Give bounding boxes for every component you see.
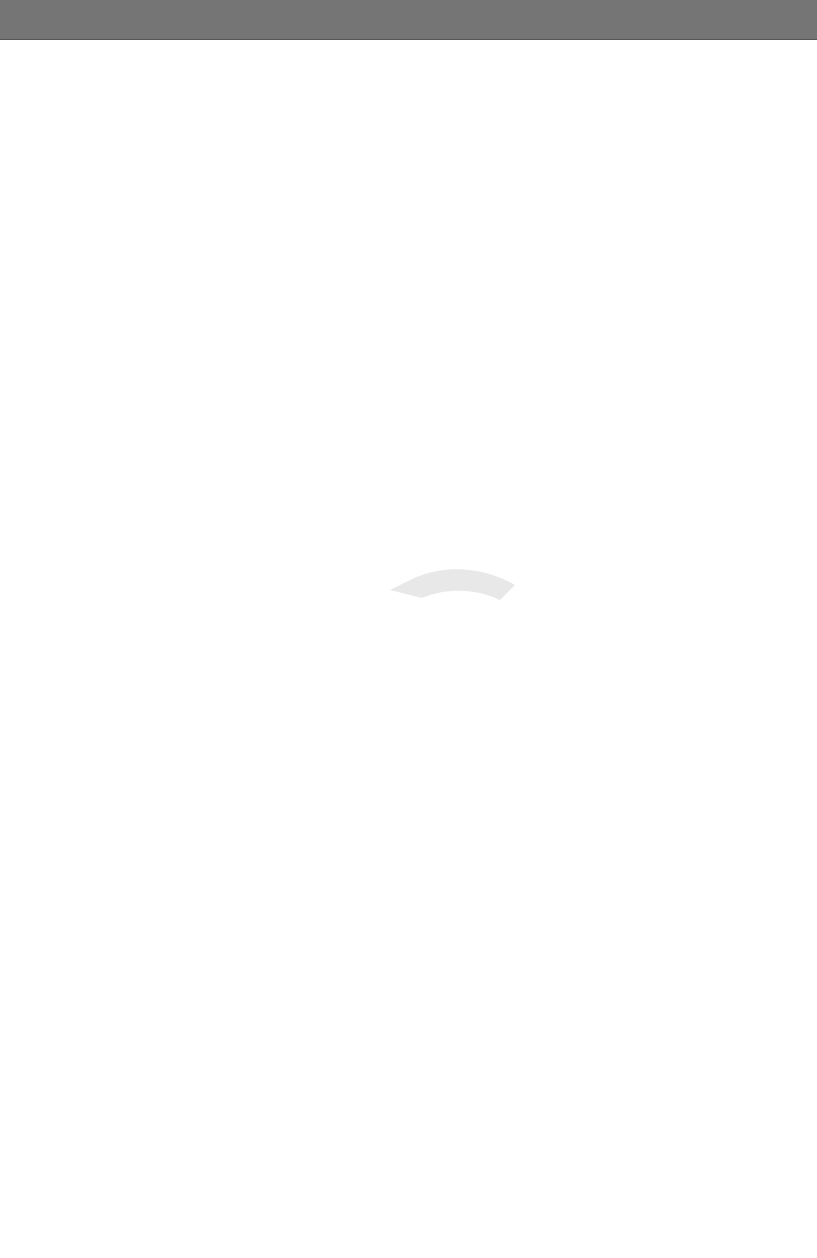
header-reasons	[0, 0, 385, 39]
header-date	[385, 0, 529, 39]
watermark-logo	[240, 560, 540, 690]
header-symbol	[701, 0, 817, 39]
table-header	[0, 0, 817, 40]
header-status	[529, 0, 701, 39]
